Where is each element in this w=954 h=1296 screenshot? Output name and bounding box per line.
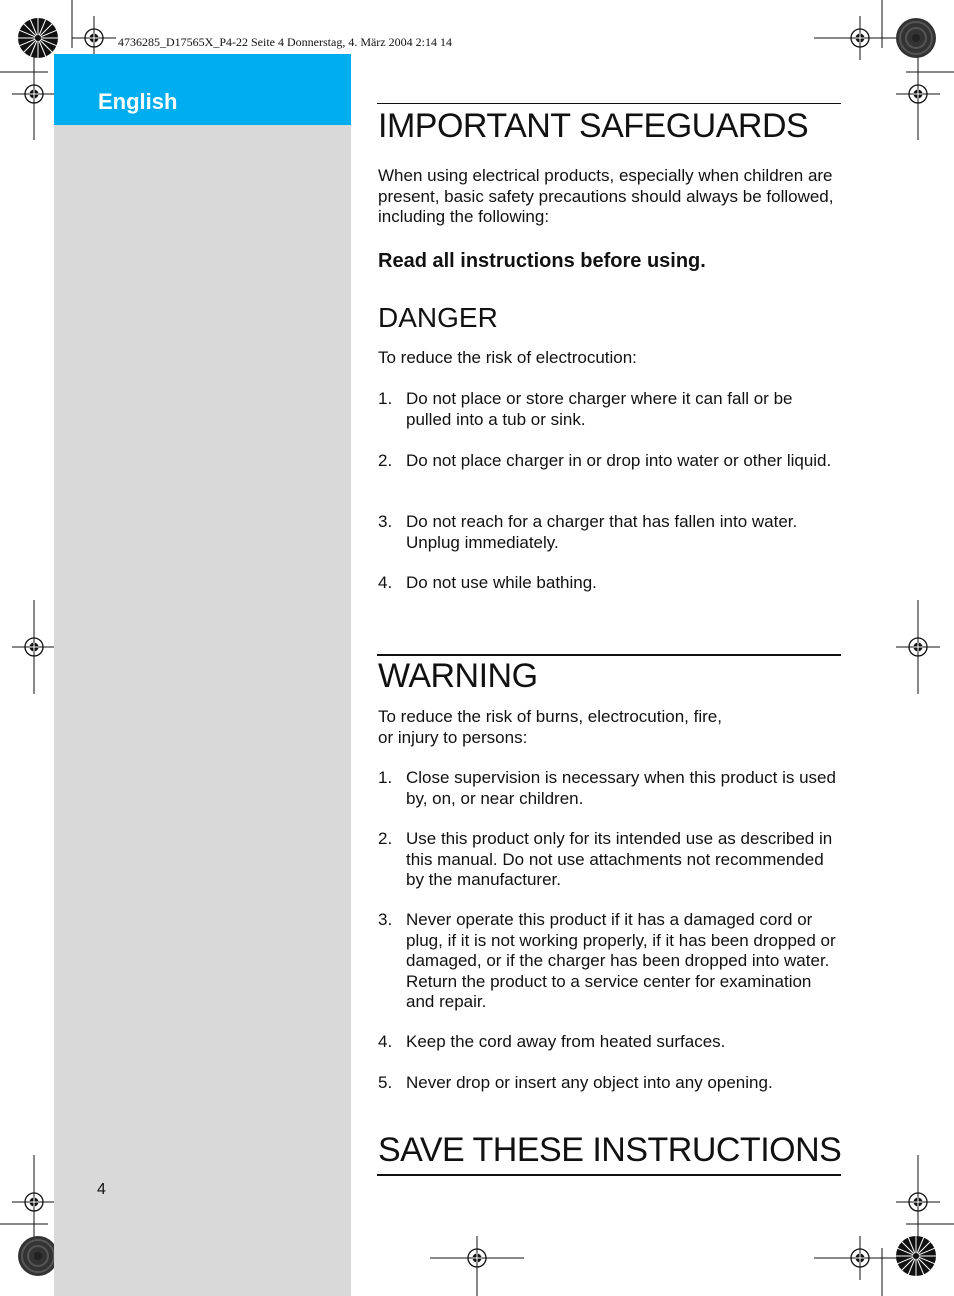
warning-heading: WARNING [378,657,538,695]
list-item-number: 2. [378,451,393,470]
list-item-text: Never drop or insert any object into any opening. [406,1073,773,1092]
list-item-number: 1. [378,768,393,787]
list-item [378,451,842,472]
list-item-number: 2. [378,829,393,848]
warning-intro-line-2: or injury to persons: [378,727,528,747]
list-item-text: Use this product only for its intended use as described in this manual. Do not use attachments not recommended by the manufacturer. [406,829,833,889]
list-item [378,573,842,594]
print-slug-line: 4736285_D17565X_P4-22 Seite 4 Donnerstag, 4. März 2004 2:14 14 [118,35,452,49]
list-item-text: Keep the cord away from heated surfaces. [406,1032,726,1051]
list-item [378,1073,842,1094]
list-item-text: Close supervision is necessary when this product is used by, on, or near children. [406,768,836,808]
list-item-text: Never operate this product if it has a damaged cord or plug, if it is not working properly, if it has been dropped or damaged, or if the charger has been dropped into water. Return the product to a service center for examination and repair. [406,910,836,1011]
list-item [378,910,842,1013]
list-item-number: 4. [378,573,393,592]
page-number: 4 [97,1181,106,1198]
list-item-text: Do not reach for a charger that has fallen into water. Unplug immediately. [406,512,798,552]
list-item-text: Do not place or store charger where it can fall or be pulled into a tub or sink. [406,389,793,429]
save-instructions-heading: SAVE THESE INSTRUCTIONS [378,1131,842,1169]
page-title: IMPORTANT SAFEGUARDS [378,107,809,145]
list-item [378,829,842,891]
list-item [378,1032,842,1053]
danger-heading: DANGER [378,302,498,333]
intro-paragraph: When using electrical products, especially when children are present, basic safety precautions should always be followed, including the following: [378,166,834,226]
danger-intro: To reduce the risk of electrocution: [378,348,637,367]
warning-rule [377,654,841,656]
read-all-notice: Read all instructions before using. [378,250,706,272]
warning-intro-line-1: To reduce the risk of burns, electrocution, fire, [378,707,722,726]
language-label: English [98,89,178,114]
sidebar-panel [54,54,351,1296]
warning-intro [378,707,840,748]
list-item-text: Do not place charger in or drop into water or other liquid. [406,451,832,470]
list-item [378,389,842,430]
list-item-number: 3. [378,512,393,531]
list-item-number: 1. [378,389,393,408]
list-item [378,768,842,809]
list-item-number: 3. [378,910,393,929]
bottom-rule [377,1174,841,1176]
list-item-number: 5. [378,1073,393,1092]
list-item-number: 4. [378,1032,393,1051]
top-rule [377,103,841,104]
list-item-text: Do not use while bathing. [406,573,597,592]
list-item [378,512,842,553]
